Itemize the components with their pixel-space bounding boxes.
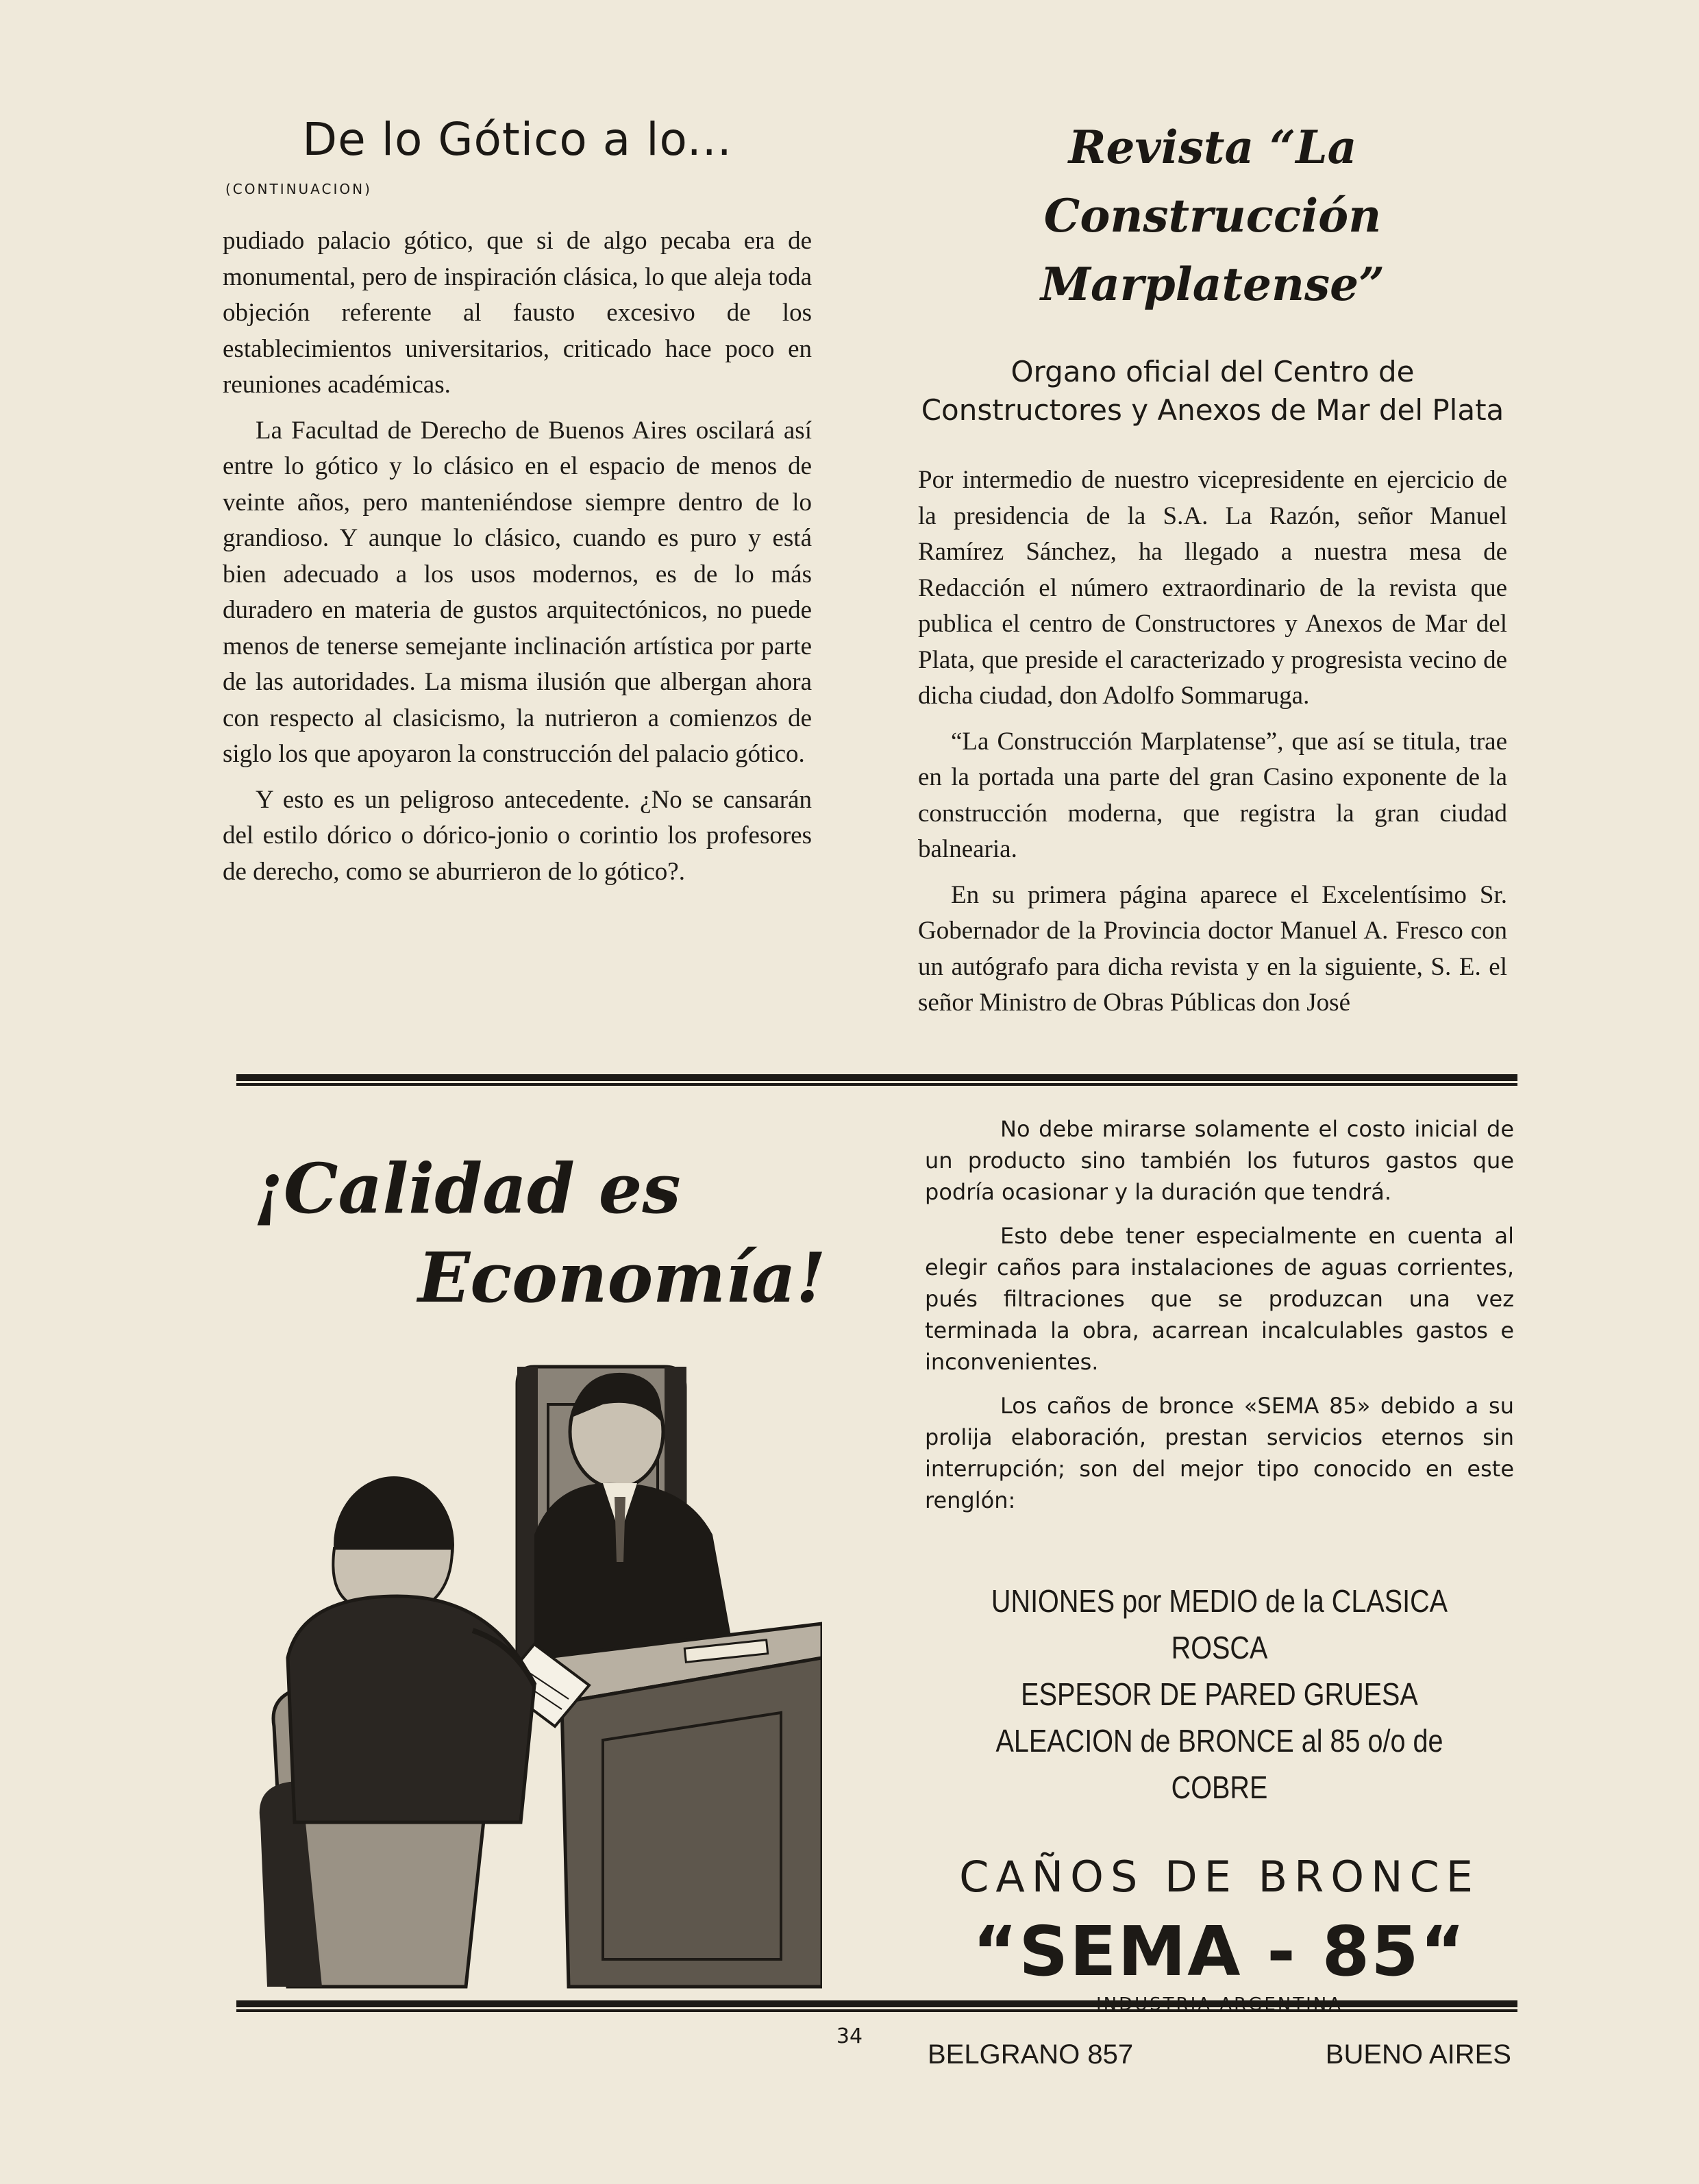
feature-line: ALEACION de BRONCE al 85 o/o de COBRE [995, 1723, 1443, 1805]
article-revista [918, 113, 1507, 1031]
brand-name: “SEMA - 85“ [972, 1911, 1467, 1991]
article-paragraph: La Facultad de Derecho de Buenos Aires oscilará así entre lo gótico y lo clásico en el espacio de menos de veinte años, pero manteniéndose siempre dentro de lo grandioso. Y aunque lo clásico, cuando es puro y está bien adecuado a los usos modernos, es de lo más duradero en materia de gustos arquitectónicos, no puede menos de tenerse semejante inclinación artística por parte de las autoridades. La misma ilusión que albergan ahora con respecto al clasicismo, la nutrieron a comienzos de siglo los que apoyaron la construcción del palacio gótico. [223, 416, 812, 768]
product-features [966, 1578, 1473, 1811]
page-number: 34 [836, 2024, 863, 2048]
business-meeting-illustration [247, 1302, 822, 2014]
address-line [925, 2039, 1514, 2070]
article-gotico [223, 113, 812, 899]
continuation-label: (CONTINUACION) [225, 181, 372, 197]
article-subtitle: Organo oficial del Centro de Constructores y Anexos de Mar del Plata [921, 355, 1504, 427]
article-body [223, 223, 812, 890]
feature-line: ESPESOR DE PARED GRUESA [1021, 1676, 1418, 1712]
section-divider [236, 1074, 1517, 1081]
article-paragraph: “La Construcción Marplatense”, que así se titula, trae en la portada una parte del gran Casino exponente de la construcción moderna, que registra la gran ciudad balnearia. [918, 727, 1507, 863]
city: BUENO AIRES [1325, 2039, 1511, 2070]
section-divider [236, 1083, 1517, 1086]
ad-headline-line: ¡Calidad es [253, 1148, 681, 1229]
ad-headline-line: Economía! [418, 1237, 826, 1318]
article-paragraph: En su primera página aparece el Excelentísimo Sr. Gobernador de la Provincia doctor Manuel A. Fresco con un autógrafo para dicha revista y en la siguiente, S. E. el señor Ministro de Obras Públicas don José [918, 880, 1507, 1017]
title-line: Revista “La Construcción [1043, 121, 1382, 243]
article-paragraph: Y esto es un peligroso antecedente. ¿No se cansarán del estilo dórico o dórico-jonio o corintio los profesores de derecho, como se aburrieron de lo gótico?. [223, 785, 812, 886]
article-title: De lo Gótico a lo... [302, 113, 732, 166]
article-body [918, 462, 1507, 1021]
ad-paragraph: No debe mirarse solamente el costo inicial de un producto sino también los futuros gastos que podría ocasionar y la duración que tendrá. [925, 1116, 1514, 1205]
bottom-divider [236, 2000, 1517, 2007]
ad-paragraph: Esto debe tener especialmente en cuenta al elegir caños para instalaciones de aguas corrientes, pués filtraciones que se produzcan una vez terminada la obra, acarrean incalculables gastos e inconvenientes. [925, 1223, 1514, 1375]
product-type: CAÑOS DE BRONCE [959, 1852, 1480, 1902]
feature-line: UNIONES por MEDIO de la CLASICA ROSCA [991, 1583, 1448, 1665]
ad-copy [925, 1113, 1514, 2070]
article-paragraph: Por intermedio de nuestro vicepresidente en ejercicio de la presidencia de la S.A. La Razón, señor Manuel Ramírez Sánchez, ha llegado a nuestra mesa de Redacción el número extraordinario de la revista que publica el centro de Constructores y Anexos de Mar del Plata, que preside el caracterizado y progresista vecino de dicha ciudad, don Adolfo Sommaruga. [918, 466, 1507, 710]
ad-paragraph: Los caños de bronce «SEMA 85» debido a su prolija elaboración, prestan servicios eternos sin interrupción; son del mejor tipo conocido en este renglón: [925, 1393, 1514, 1513]
ad-headline [253, 1144, 836, 1322]
article-title [918, 113, 1507, 319]
article-paragraph: pudiado palacio gótico, que si de algo pecaba era de monumental, pero de inspiración clásica, lo que aleja toda objeción referente al fausto excesivo de los establecimientos universitarios, criticado hace poco en reuniones académicas. [223, 227, 812, 399]
title-line: Marplatense” [1040, 258, 1385, 311]
bottom-divider [236, 2009, 1517, 2012]
street-address: BELGRANO 857 [928, 2039, 1134, 2070]
